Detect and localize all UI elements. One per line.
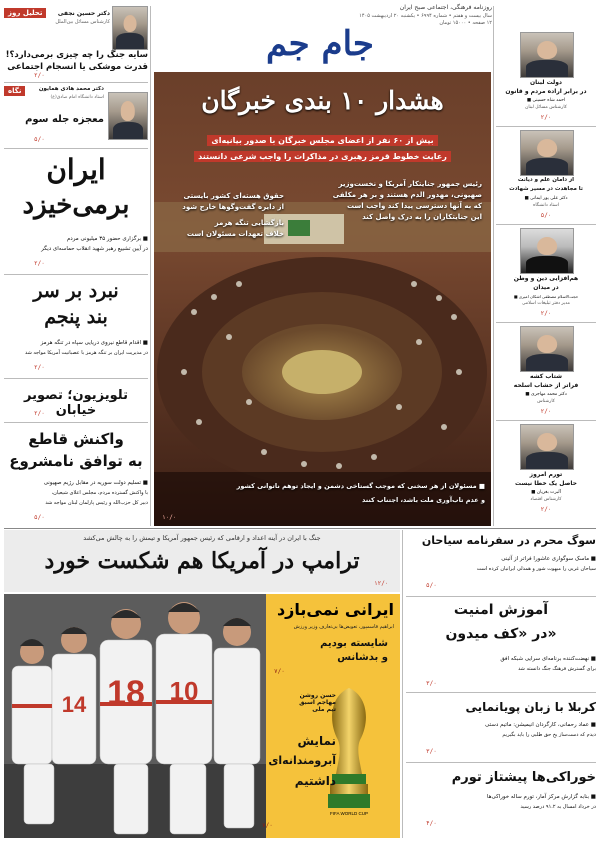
profile-author-role: کارشناس اقتصاد — [530, 497, 562, 502]
page-ref: ۴/۰ — [426, 820, 437, 827]
sport-byline: ابراهیم قاسمپور، تعویض‌ها بی‌تعارف وزیر ورزش — [293, 624, 394, 630]
story-body-2: در خرداد امسال به ۹۱.۲ درصد رسید — [520, 804, 596, 810]
profile-author-role: کارشناس مسائل لبنان — [525, 105, 567, 110]
story-body-1: ■ ماسک سوگواری عاشورا فراتر از آئینی — [501, 556, 596, 562]
lead-sub-2: در آیین تشییع رهبر شهید انقلاب حماسه‌ای دیگر — [41, 246, 148, 252]
story-title: سوگ محرم در سفرنامه سیاحان — [421, 534, 596, 547]
author-name: دکتر حسین نجفی — [57, 10, 110, 17]
page-ref: ۵/۰ — [34, 514, 45, 521]
banner-headline: ترامپ در آمریکا هم شکست خورد — [44, 548, 360, 574]
story-karbala[interactable] — [406, 694, 596, 760]
page-ref: ۷/۰ — [274, 668, 285, 675]
profile-title: دولت لبنان — [529, 79, 563, 86]
profile-title: از دامان علم و دیانت — [517, 177, 575, 183]
story-title-2: به توافق نامشروع — [9, 452, 143, 470]
profile-author: ■ حجت‌الاسلام مصطفی اشکان امیری — [513, 294, 579, 299]
view-box[interactable] — [4, 84, 148, 144]
hero-caption-1: ■ مسئولان از هر سخنی که موجب گستاخی دشمن و ایجاد توهم ناتوانی کشور — [236, 482, 485, 490]
story-body-1: ■ تسلیم دولت سوریه در مقابل رژیم صهیونی — [43, 480, 148, 486]
story-title: کربلا با زبان پویانمایی — [465, 700, 596, 714]
story-body-1: ■ نهضت‌کننده برنامه‌ای سرایی شبکه افق — [500, 656, 596, 662]
hero-caption-2: و عدم تاب‌آوری ملت باشد، اجتناب کنند — [361, 496, 485, 504]
story-strait[interactable] — [4, 276, 148, 374]
banner-subline: جنگ با ایران در آینه اعداد و ارقامی که رئیس جمهور آمریکا و تیمش را به چالش می‌کشد — [83, 534, 321, 542]
author-avatar — [520, 424, 574, 470]
story-body-1: ■ عماد رحمانی، کارگردان انیمیشن: ماتیم دستی — [485, 722, 596, 728]
quote-line-1: حسن روشن — [299, 692, 336, 699]
author-role: کارشناس مسائل بین‌الملل — [55, 19, 110, 25]
page-ref: ۵/۰ — [34, 136, 45, 143]
author-avatar — [520, 228, 574, 274]
page-ref: ۱۲/۰ — [374, 580, 389, 587]
author-avatar — [520, 130, 574, 176]
profile-author: ■ آلبرت بغزیان — [531, 490, 561, 495]
masthead-meta-line2: ۱۲ صفحه • ۱۵۰۰۰ تومان — [439, 20, 492, 26]
author-avatar — [108, 92, 148, 140]
hero-point: صهیونی، مهدور الدم هستند و بر هر مکلفی — [332, 191, 482, 199]
page-ref: ۷/۰ — [262, 822, 273, 829]
page-ref: ۲/۰ — [34, 260, 45, 267]
sport-big-3: داشتیم — [294, 774, 336, 788]
page-ref: ۲/۰ — [34, 72, 45, 79]
hero-sub-1-text: بیش از ۶۰ نفر از اعضای مجلس خبرگان با صدور بیانیه‌ای — [207, 135, 437, 146]
right-column — [496, 6, 596, 526]
story-body-3: دبیر کل حزب‌الله و رئیس پارلمان لبنان مواجه شد — [45, 500, 148, 506]
profile-author: ■ دکتر محمد مهاجری — [525, 392, 567, 397]
story-title-1: نبرد بر سر — [33, 280, 119, 302]
sport-quote — [266, 692, 336, 713]
profile-title: شتاب کشه — [530, 373, 562, 380]
profile-card[interactable] — [496, 326, 596, 418]
author-avatar — [112, 6, 148, 50]
view-label: نگاه — [4, 86, 25, 96]
sport-big-1: نمایش — [297, 734, 336, 748]
page-ref: ۳/۰ — [426, 680, 437, 687]
analysis-title-2: قدرت موشکی یا انسجام اجتماعی — [7, 62, 148, 72]
profile-author-role: کارشناس — [537, 399, 555, 404]
view-title: معجزه جله سوم — [25, 114, 104, 125]
hero-points-right — [164, 192, 284, 238]
hero-point: حقوق هسته‌ای کشور بایستی — [183, 192, 284, 200]
profile-author-role: استاد دانشگاه — [533, 203, 559, 208]
jersey-number: 14 — [61, 692, 87, 717]
lead-story[interactable] — [4, 150, 148, 268]
trophy-label: FIFA WORLD CUP — [329, 811, 369, 816]
analysis-box[interactable] — [4, 6, 148, 78]
lead-headline-2: برمی‌خیزد — [22, 190, 130, 220]
story-title-1: واکنش قاطع — [28, 430, 124, 448]
story-muharram[interactable] — [406, 530, 596, 594]
analysis-label: تحلیل روز — [4, 8, 46, 18]
jersey-number: 18 — [107, 674, 145, 712]
story-title: تلویزیون؛ تصویر خیابان — [24, 388, 128, 418]
story-title: خوراکی‌ها پیشتاز تورم — [451, 770, 596, 785]
profile-subtitle: فراتر از خشاب اسلحه — [513, 382, 579, 389]
page-ref: ۲/۰ — [540, 114, 552, 121]
quote-line-2: مهاجم اسبق — [299, 699, 336, 706]
story-title-2: در «کف میدون» — [445, 626, 557, 642]
hero-sub-2-text: رعایت خطوط قرمز رهبری در مذاکرات را واجب شرعی دانستند — [194, 151, 451, 162]
masthead-logo[interactable]: جام جم — [266, 24, 374, 64]
quote-line-3: تیم ملی — [312, 706, 336, 713]
hero-section[interactable] — [154, 72, 491, 526]
author-avatar — [520, 32, 574, 78]
hero-point: که به آنها دسترسی پیدا کند واجب است — [347, 202, 482, 210]
page-ref: ۵/۰ — [540, 212, 552, 219]
story-title-1: آموزش امنیت — [453, 602, 549, 618]
author-role: استاد دانشگاه امام صادق(ع) — [50, 95, 104, 100]
profile-card[interactable] — [496, 228, 596, 320]
page-ref: ۲/۰ — [540, 506, 552, 513]
page-ref: ۲/۰ — [540, 408, 552, 415]
jersey-number: 10 — [169, 676, 199, 706]
left-column — [4, 6, 148, 526]
story-body-2: در مدیریت ایران بر تنگه هرمز با عصبانیت آمریکا مواجه شد — [24, 350, 148, 356]
author-name: دکتر محمد هادی همایون — [38, 86, 104, 92]
profile-author-role: مدیر دفتر تبلیغات اسلامی — [522, 301, 570, 306]
story-body-2: سیاحان غربی را مبهوت شور و همدلی ایرانیان کرده است — [476, 566, 596, 572]
hero-point: خلاف تعهدات مسئولان است — [186, 230, 284, 238]
sport-section[interactable] — [4, 594, 400, 838]
story-tv[interactable] — [4, 380, 148, 420]
lead-sub-1: ■ برگزاری حضور ۳۵ میلیونی مردم — [66, 236, 148, 242]
story-body-2: دیدم که دست‌ساز یخ حق طلبی را باید بگیریم — [502, 732, 596, 738]
profile-title: هم‌افزایی دین و وطن — [513, 275, 579, 282]
hero-sub-2 — [168, 144, 477, 163]
masthead — [150, 4, 492, 68]
hero-headline: هشدار ۱۰ بندی خبرگان — [201, 86, 444, 115]
page-ref: ۲/۰ — [34, 364, 45, 371]
profile-subtitle: در میدان — [533, 284, 559, 291]
right-lower-stories — [406, 530, 596, 838]
page-ref: ۵/۰ — [426, 582, 437, 589]
hero-point: این جنایتکاران را به درک واصل کند — [362, 213, 482, 221]
profile-subtitle: در برابر اراده مردم و قانون — [505, 88, 587, 95]
profile-subtitle: تا مجاهدت در مسیر شهادت — [509, 186, 583, 192]
sport-note-2: و بدشانس — [337, 652, 388, 663]
page-ref: ۳/۰ — [426, 748, 437, 755]
sport-big-2: آبرومندانه‌ای — [268, 754, 336, 767]
page-ref: ۲/۰ — [540, 310, 552, 317]
profile-card[interactable] — [496, 424, 596, 524]
profile-title: تورم امروز — [529, 471, 563, 478]
hero-point: بازگشایی تنگه هرمز — [214, 219, 284, 227]
team-celebration-photo — [4, 594, 266, 838]
story-reaction[interactable] — [4, 424, 148, 524]
story-body-2: با واکنش گسترده مردم، مجلس اعلای شیعیان، — [51, 490, 148, 496]
masthead-tag: روزنامه فرهنگی، اجتماعی صبح ایران — [399, 4, 492, 11]
profile-card[interactable] — [496, 32, 596, 124]
hero-point: رئیس جمهور جنایتکار آمریکا و نخست‌وزیر — [338, 180, 482, 188]
author-avatar — [520, 326, 574, 372]
profile-subtitle: حاصل یک خطا نیست — [515, 480, 577, 487]
story-inflation[interactable] — [406, 764, 596, 834]
hero-point: از دایره گفت‌وگوها خارج شود — [182, 203, 284, 211]
masthead-meta-line1: سال بیست و هفتم • شماره ۶۹۹۴ • یکشنبه ۲۰ اردیبهشت ۱۴۰۵ — [359, 13, 492, 19]
profile-author: ■ دکتر علی پور ایمانی — [524, 196, 568, 201]
page-ref: ۲/۰ — [34, 410, 45, 417]
sport-headline: ایرانی نمی‌بازد — [276, 600, 394, 619]
lead-headline-1: ایران — [46, 153, 106, 186]
profile-card[interactable] — [496, 130, 596, 222]
story-body-1: ■ بنابه گزارش مرکز آمار، تورم ساله خوراکی‌ها — [486, 794, 596, 800]
page-ref: ۱۰/۰ — [162, 514, 177, 521]
story-body-1: ■ اقدام قاطع نیروی دریایی سپاه در تنگه هرمز — [40, 340, 148, 346]
story-security[interactable] — [406, 598, 596, 690]
profile-author: ■ احمد شاه حسینی — [526, 98, 566, 103]
story-title-2: بند پنجم — [44, 306, 108, 328]
hero-points-left — [304, 180, 482, 221]
trump-banner[interactable] — [4, 530, 400, 592]
sport-note-1: شایسته بودیم — [320, 638, 388, 649]
analysis-title-1: سایه جنگ را چه چیزی برمی‌دارد؟! — [5, 50, 148, 60]
story-body-2: برای گسترش فرهنگ جنگ دانسته شد — [518, 666, 596, 672]
